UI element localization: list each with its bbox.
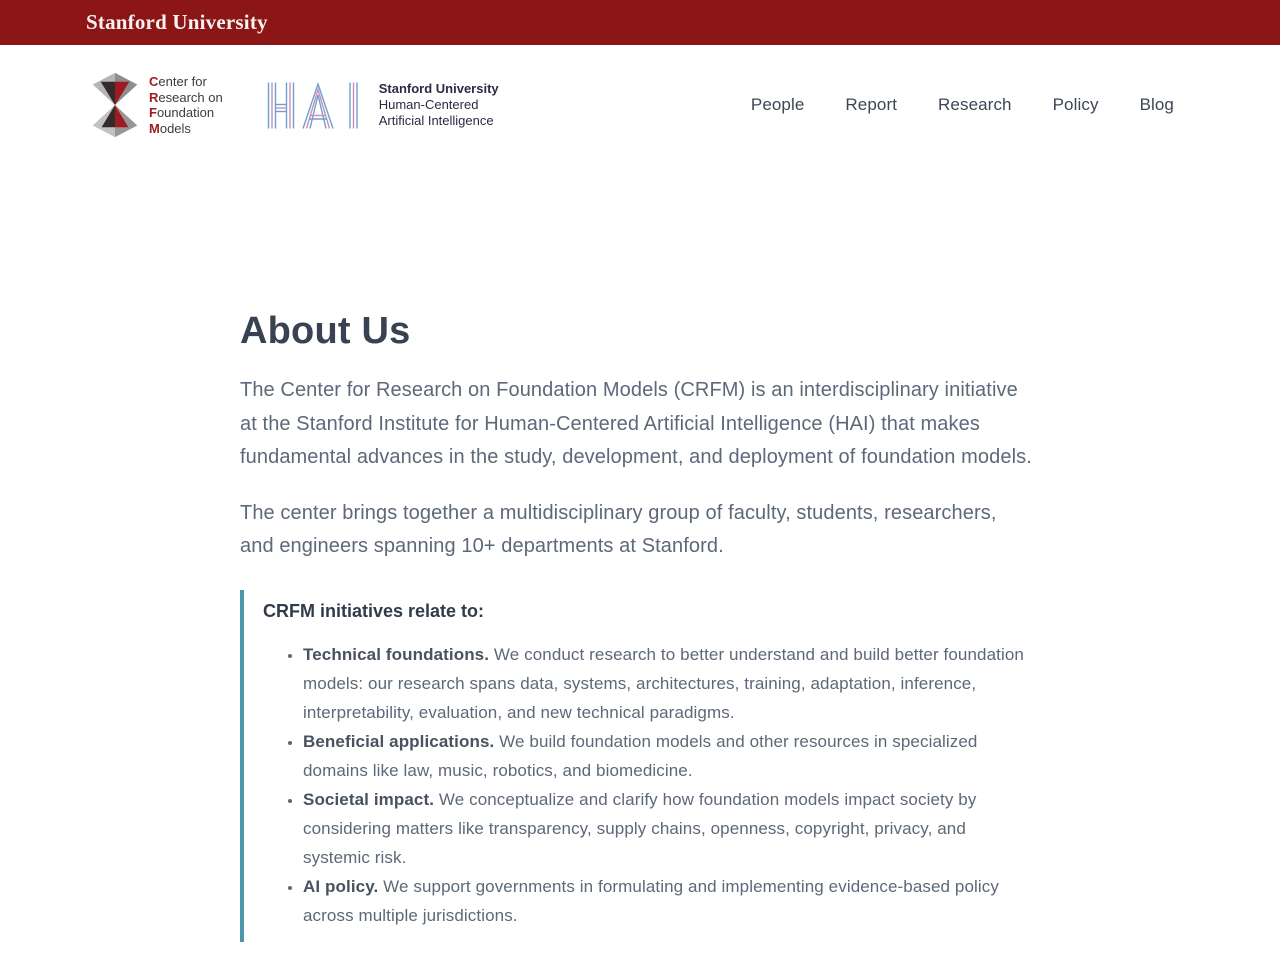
initiatives-blockquote [240, 590, 1034, 942]
initiatives-list [263, 640, 1034, 930]
center-paragraph: The center brings together a multidisciplinary group of faculty, students, researchers, and engineers spanning 10+ departments at Stanford. [240, 501, 997, 557]
nav-item-people[interactable]: People [750, 95, 805, 114]
stanford-university-link[interactable]: Stanford University [86, 10, 268, 34]
nav-item-blog[interactable]: Blog [1139, 95, 1174, 114]
initiative-item-beneficial-applications: • Beneficial applications. We build foundation models and other resources in specialized domains like law, music, robotics, and biomedicine. [303, 727, 1034, 785]
main-nav [751, 95, 1174, 115]
site-header [0, 45, 1280, 138]
initiatives-heading: CRFM initiatives relate to: [263, 600, 485, 621]
crfm-wordmark-line: Models [149, 120, 191, 136]
stanford-top-banner [0, 0, 1280, 45]
crfm-wordmark-line: Center for [149, 74, 207, 89]
hai-wordmark-line: Artificial Intelligence [378, 113, 494, 128]
hai-striped-logo-icon [267, 82, 359, 129]
crfm-home-link[interactable] [90, 72, 223, 138]
crfm-wordmark [149, 74, 223, 136]
nav-item-policy[interactable]: Policy [1052, 95, 1099, 114]
hai-home-link[interactable] [267, 81, 499, 129]
initiative-item-societal-impact: • Societal impact. We conceptualize and clarify how foundation models impact society by considering matters like transparency, supply chains, openness, copyright, privacy, and systemic risk. [303, 785, 1034, 872]
page-title: About Us [240, 310, 411, 352]
hai-wordmark [379, 81, 499, 129]
initiative-item-ai-policy: • AI policy. We support governments in formulating and implementing evidence-based policy across multiple jurisdictions. [303, 872, 1034, 930]
nav-item-report[interactable]: Report [845, 95, 898, 114]
crfm-wordmark-line: Foundation [149, 105, 215, 120]
intro-paragraph: The Center for Research on Foundation Models (CRFM) is an interdisciplinary initiative at the Stanford Institute for Human-Centered Artificial Intelligence (HAI) that makes fundamental advances in the study, development, and deployment of foundation models. [240, 379, 1032, 468]
initiative-item-technical-foundations: • Technical foundations. We conduct research to better understand and build better foundation models: our research spans data, systems, architectures, training, adaptation, inference, interpretability, evaluation, and new technical paradigms. [303, 640, 1034, 727]
hai-wordmark-org: Stanford University [378, 81, 499, 96]
hai-wordmark-line: Human-Centered [378, 97, 479, 112]
about-section [240, 138, 1034, 942]
crfm-hourglass-logo-icon [90, 72, 140, 138]
crfm-wordmark-line: Research on [149, 89, 223, 105]
nav-item-research[interactable]: Research [938, 95, 1012, 114]
